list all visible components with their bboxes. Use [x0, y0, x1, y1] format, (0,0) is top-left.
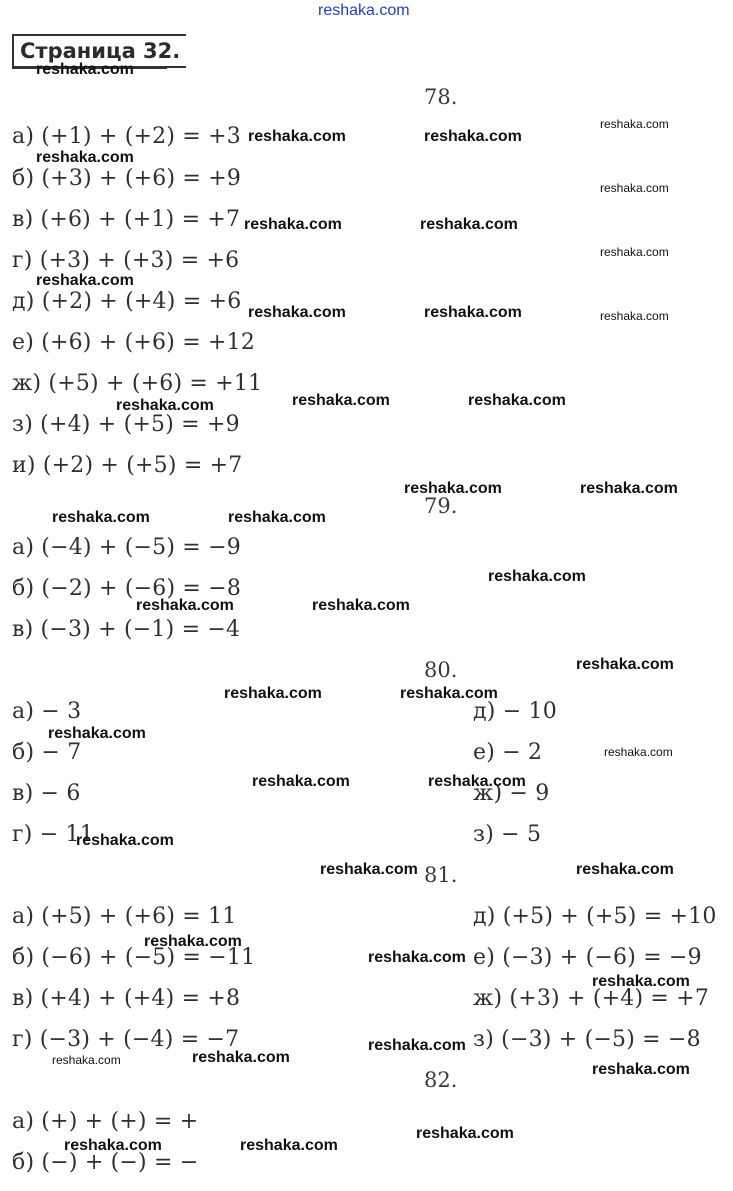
task-80-line-e: е) − 2: [473, 740, 543, 765]
watermark: reshaka.com: [36, 272, 134, 289]
task-81-line-v: в) (+4) + (+4) = +8: [12, 986, 241, 1011]
watermark: reshaka.com: [52, 1053, 121, 1067]
task-78-line-d: д) (+2) + (+4) = +6: [12, 289, 242, 314]
task-80-number: 80.: [424, 658, 458, 682]
watermark: reshaka.com: [368, 949, 466, 966]
watermark: reshaka.com: [424, 128, 522, 145]
watermark: reshaka.com: [600, 245, 669, 259]
task-81-line-g: г) (−3) + (−4) = −7: [12, 1027, 240, 1052]
watermark: reshaka.com: [224, 685, 322, 702]
watermark: reshaka.com: [400, 685, 498, 702]
watermark: reshaka.com: [252, 773, 350, 790]
watermark: reshaka.com: [64, 1137, 162, 1154]
task-80-line-z: з) − 5: [473, 822, 542, 847]
task-78-line-z: з) (+4) + (+5) = +9: [12, 412, 240, 437]
task-78-line-b: б) (+3) + (+6) = +9: [12, 166, 242, 191]
watermark: reshaka.com: [600, 309, 669, 323]
watermark: reshaka.com: [600, 181, 669, 195]
watermark: reshaka.com: [240, 1137, 338, 1154]
watermark: reshaka.com: [428, 773, 526, 790]
watermark: reshaka.com: [488, 568, 586, 585]
watermark: reshaka.com: [116, 397, 214, 414]
watermark: reshaka.com: [580, 480, 678, 497]
task-80-line-zh: ж) − 9: [473, 781, 550, 806]
task-81-line-z: з) (−3) + (−5) = −8: [473, 1027, 701, 1052]
watermark: reshaka.com: [320, 861, 418, 878]
page-title: Страница 32.: [12, 34, 186, 68]
watermark: reshaka.com: [244, 216, 342, 233]
task-80-line-a: а) − 3: [12, 699, 82, 724]
task-80-line-v: в) − 6: [12, 781, 81, 806]
watermark: reshaka.com: [576, 861, 674, 878]
task-78-line-i: и) (+2) + (+5) = +7: [12, 453, 243, 478]
watermark: reshaka.com: [368, 1037, 466, 1054]
task-79-line-v: в) (−3) + (−1) = −4: [12, 617, 241, 642]
task-79-number: 79.: [424, 494, 458, 518]
watermark: reshaka.com: [52, 509, 150, 526]
task-78-line-g: г) (+3) + (+3) = +6: [12, 248, 240, 273]
watermark: reshaka.com: [576, 656, 674, 673]
task-81-line-a: а) (+5) + (+6) = 11: [12, 904, 237, 929]
task-81-line-d: д) (+5) + (+5) = +10: [473, 904, 717, 929]
task-82-line-b: б) (−) + (−) = −: [12, 1150, 199, 1175]
watermark: reshaka.com: [404, 480, 502, 497]
watermark: reshaka.com: [424, 304, 522, 321]
task-81-line-b: б) (−6) + (−5) = −11: [12, 945, 256, 970]
watermark: reshaka.com: [36, 149, 134, 166]
watermark: reshaka.com: [192, 1049, 290, 1066]
task-78-line-zh: ж) (+5) + (+6) = +11: [12, 371, 263, 396]
watermark: reshaka.com: [144, 933, 242, 950]
watermark: reshaka.com: [600, 117, 669, 131]
task-78-number: 78.: [424, 85, 458, 109]
task-78-line-v: в) (+6) + (+1) = +7: [12, 207, 241, 232]
task-81-number: 81.: [424, 863, 458, 887]
task-80-line-d: д) − 10: [473, 699, 557, 724]
watermark: reshaka.com: [420, 216, 518, 233]
site-header-link[interactable]: reshaka.com: [318, 2, 410, 19]
watermark: reshaka.com: [76, 832, 174, 849]
watermark: reshaka.com: [416, 1125, 514, 1142]
watermark: reshaka.com: [604, 745, 673, 759]
task-81-line-zh: ж) (+3) + (+4) = +7: [473, 986, 710, 1011]
task-79-line-a: а) (−4) + (−5) = −9: [12, 535, 241, 560]
task-82-line-a: а) (+) + (+) = +: [12, 1109, 199, 1134]
watermark: reshaka.com: [228, 509, 326, 526]
watermark: reshaka.com: [468, 392, 566, 409]
watermark: reshaka.com: [136, 597, 234, 614]
task-78-line-e: е) (+6) + (+6) = +12: [12, 330, 256, 355]
watermark: reshaka.com: [36, 61, 134, 78]
watermark: reshaka.com: [48, 725, 146, 742]
task-81-line-e: е) (−3) + (−6) = −9: [473, 945, 702, 970]
task-80-line-g: г) − 11: [12, 822, 94, 847]
task-79-line-b: б) (−2) + (−6) = −8: [12, 576, 242, 601]
watermark: reshaka.com: [592, 1061, 690, 1078]
watermark: reshaka.com: [248, 128, 346, 145]
watermark: reshaka.com: [592, 973, 690, 990]
watermark: reshaka.com: [292, 392, 390, 409]
watermark: reshaka.com: [248, 304, 346, 321]
task-82-number: 82.: [424, 1068, 458, 1092]
task-80-line-b: б) − 7: [12, 740, 82, 765]
watermark: reshaka.com: [312, 597, 410, 614]
task-78-line-a: а) (+1) + (+2) = +3: [12, 124, 241, 149]
